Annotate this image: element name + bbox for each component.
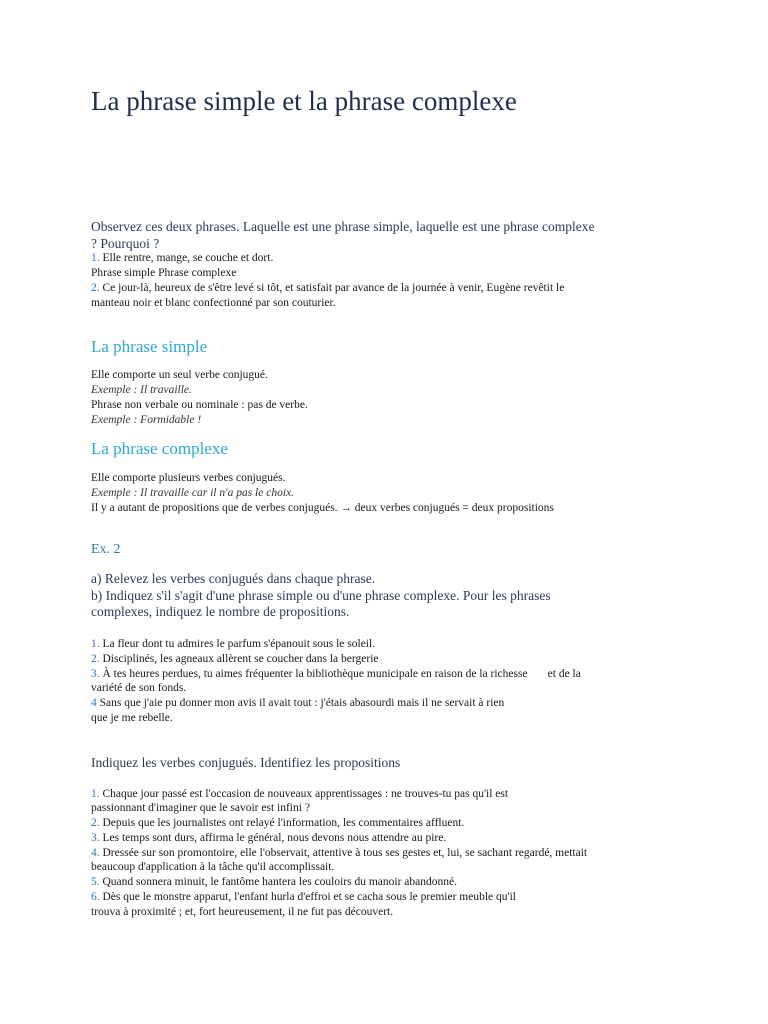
item-number: 2. [91,282,100,294]
section-heading-simple: La phrase simple [91,337,208,356]
ex3-item-3 [91,831,446,846]
ex3-item-6-cont [91,905,393,920]
ex2-instruction-a: a) Relevez les verbes conjugués dans chaque phrase. [91,571,376,586]
item-text: Chaque jour passé est l'occasion de nouveaux apprentissages : ne trouves-tu pas qu'il est [99,788,509,800]
item-text: Elle rentre, mange, se couche et dort. [99,252,274,264]
intro-item-2-cont: manteau noir et blanc confectionné par son couturier. [91,297,336,309]
simple-line1: Elle comporte un seul verbe conjugué. [91,369,268,381]
intro-question-line1: Observez ces deux phrases. Laquelle est une phrase simple, laquelle est une phrase complexe [91,219,595,234]
simple-line2: Phrase non verbale ou nominale : pas de verbe. [91,399,308,411]
item-number: 1. [91,252,100,264]
item-text: Quand sonnera minuit, le fantôme hantera les couloirs du manoir abandonné. [99,876,457,888]
exercise-heading-ex3: Indiquez les verbes conjugués. Identifiez les propositions [91,755,401,770]
item-text: trouva à proximité ; et, fort heureusement, il ne fut pas découvert. [91,906,394,918]
item-number: 2. [91,653,100,665]
item-text: Sans que j'aie pu donner mon avis il avait tout : j'étais abasourdi mais il ne servait à rien [96,697,505,709]
ex3-item-6 [91,890,516,905]
item-text: La fleur dont tu admires le parfum s'épanouit sous le soleil. [99,638,376,650]
ex3-item-2 [91,816,464,831]
intro-item-1 [91,251,273,266]
item-text: Les temps sont durs, affirma le général, nous devons nous attendre au pire. [99,832,447,844]
ex2-item-2 [91,652,379,667]
ex2-instruction-b1: b) Indiquez s'il s'agit d'une phrase simple ou d'une phrase complexe. Pour les phrases [91,588,551,603]
ex3-item-1 [91,787,508,802]
page-title: La phrase simple et la phrase complexe [91,86,517,116]
item-text: Disciplinés, les agneaux allèrent se coucher dans la bergerie [99,653,379,665]
item-text: que je me rebelle. [91,712,173,724]
item-number: 3. [91,832,100,844]
ex3-item-1-cont [91,801,310,816]
exercise-heading-ex2: Ex. 2 [91,542,121,557]
item-text: passionnant d'imaginer que le savoir est infini ? [91,802,310,814]
item-text: À tes heures perdues, tu aimes fréquenter la bibliothèque municipale en raison de la richesse et de la [99,668,581,680]
ex3-item-5 [91,875,457,890]
item-number: 6. [91,891,100,903]
item-number: 5. [91,876,100,888]
simple-example2: Exemple : Formidable ! [91,414,202,426]
item-text: variété de son fonds. [91,682,187,694]
simple-example1: Exemple : Il travaille. [91,384,192,396]
intro-question-line2: ? Pourquoi ? [91,236,160,251]
ex2-item-4-cont [91,711,173,726]
item-number: 4 [91,697,97,709]
item-number: 1. [91,638,100,650]
ex2-item-1 [91,637,375,652]
intro-item-2 [91,281,564,296]
item-number: 3. [91,668,100,680]
item-number: 4. [91,847,100,859]
ex2-item-3-cont [91,681,186,696]
complexe-line2: Il y a autant de propositions que de verbes conjugués. → deux verbes conjugués = deux propositions [91,502,554,514]
item-number: 1. [91,788,100,800]
item-text: Depuis que les journalistes ont relayé l'information, les commentaires affluent. [99,817,465,829]
ex2-instruction-b2: complexes, indiquez le nombre de propositions. [91,604,350,619]
item-number: 2. [91,817,100,829]
intro-labels: Phrase simple Phrase complexe [91,267,237,279]
ex2-item-3 [91,667,581,682]
complexe-example1: Exemple : Il travaille car il n'a pas le choix. [91,487,295,499]
ex3-item-4-cont [91,860,334,875]
ex3-item-4 [91,846,587,861]
item-text: Dès que le monstre apparut, l'enfant hurla d'effroi et se cacha sous le premier meuble qu'il [99,891,516,903]
section-heading-complexe: La phrase complexe [91,439,228,458]
item-text: Ce jour-là, heureux de s'être levé si tôt, et satisfait par avance de la journée à venir, Eugène revêtit le [99,282,565,294]
complexe-line1: Elle comporte plusieurs verbes conjugués. [91,472,286,484]
item-text: beaucoup d'application à la tâche qu'il accomplissait. [91,861,335,873]
item-text: Dressée sur son promontoire, elle l'observait, attentive à tous ses gestes et, lui, se sachant regardé, mettait [99,847,588,859]
ex2-item-4 [91,696,504,711]
